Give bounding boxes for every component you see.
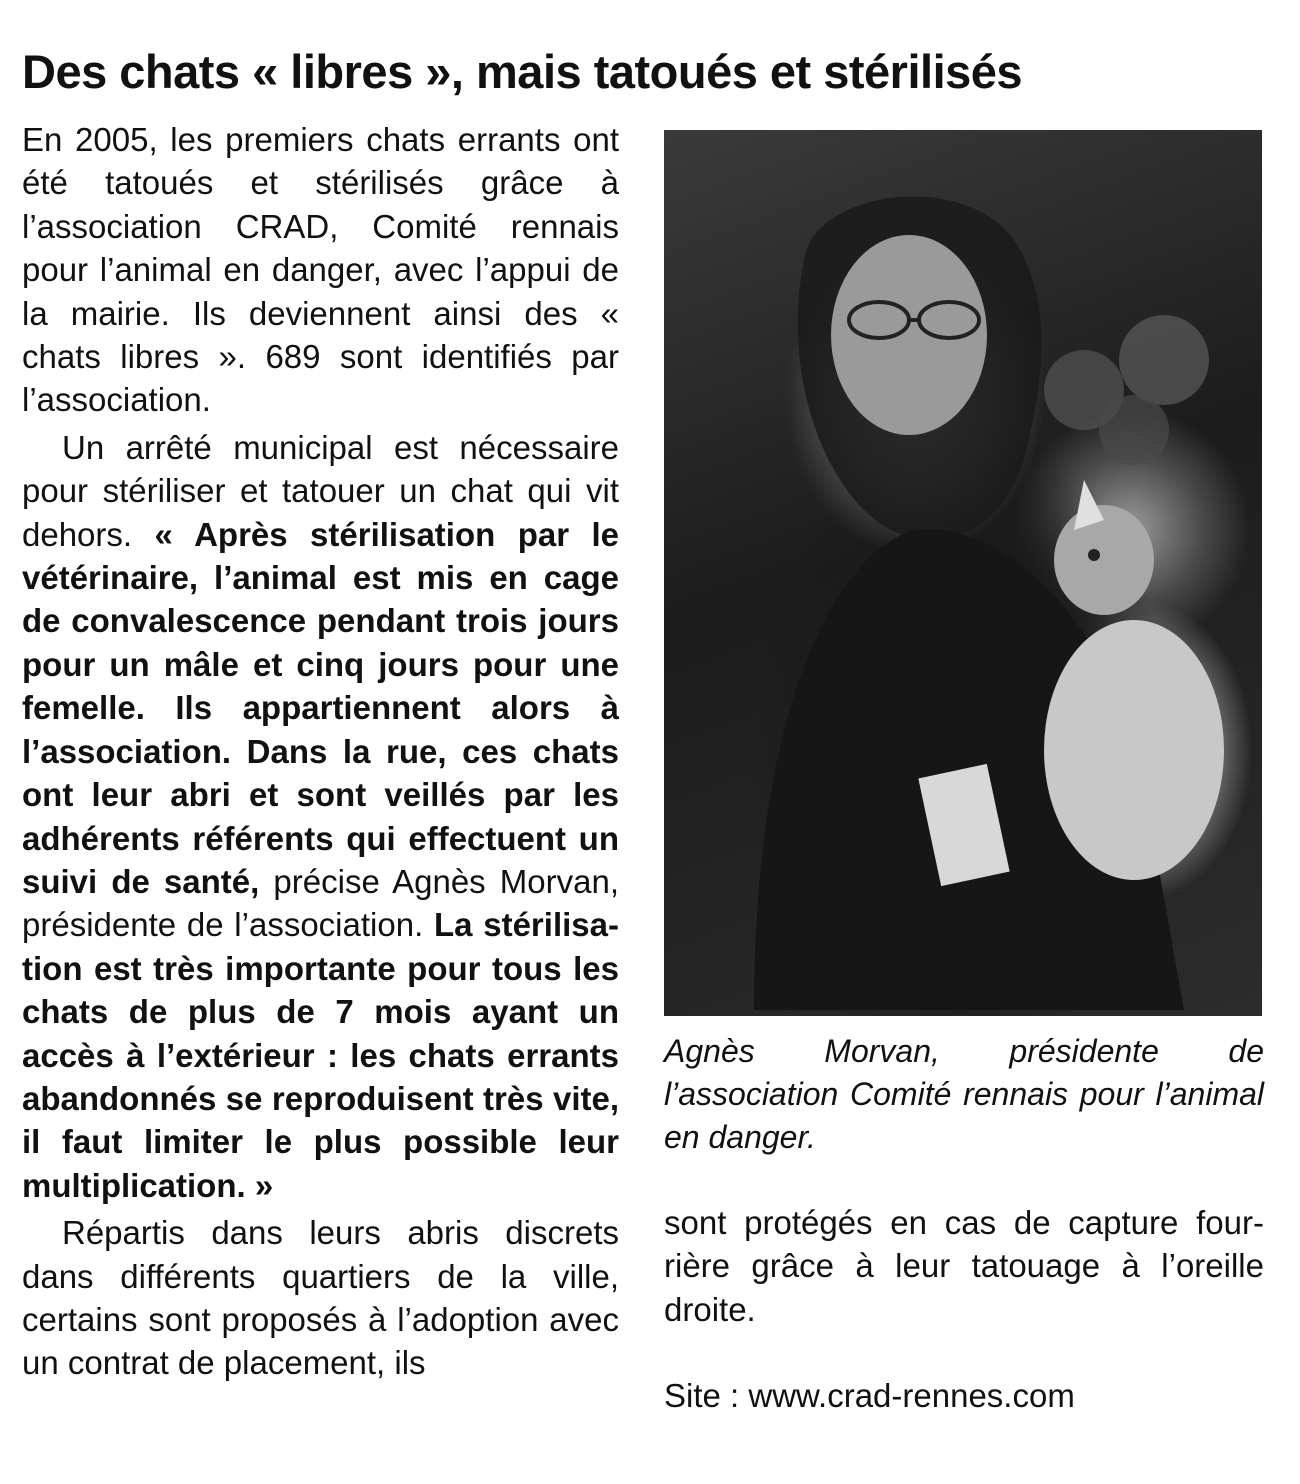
paragraph-4: sont protégés en cas de capture fourrière grâce à leur tatouage à l’oreille droite. — [664, 1204, 1264, 1328]
left-column — [22, 118, 619, 1385]
portrait-photo — [664, 130, 1262, 1016]
paragraph-2-intro: Un arrêté municipal est nécessaire pour stériliser et tatouer un chat qui vit dehors. — [22, 428, 619, 553]
website-link[interactable]: Site : www.crad-rennes.com — [664, 1377, 1075, 1414]
paragraph-2-attribution: précise Agnès Morvan, présidente de l’association. — [22, 862, 619, 944]
right-column — [664, 1201, 1264, 1331]
portrait-illustration — [664, 130, 1262, 1016]
paragraph-3: Répartis dans leurs abris discrets dans différents quartiers de la ville, certains sont proposés à l’adoption avec un contrat de placement, ils — [22, 1214, 619, 1382]
paragraph-1: En 2005, les premiers chats errants ont été tatoués et stérilisés grâce à l’association CRAD, Comité rennais pour l’animal en danger, avec l’appui de la mairie. Ils deviennent ainsi des « chats libres ». 689 sont identifiés par l’association. — [22, 121, 619, 419]
photo-caption: Agnès Morvan, présidente de l’association Comité rennais pour l’animal en danger. — [664, 1033, 1264, 1155]
quote-part-1: « Après stérilisation par le vétérinaire, l’animal est mis en cage de convalescence pendant trois jours pour un mâle et cinq jours pour une femelle. Ils appartiennent alors à l’association. Dans la rue, ces chats ont leur abri et sont veillés par les adhérents référents qui effectuent un suivi de santé, — [22, 515, 620, 900]
quote-part-2: La stérilisation est très importante pour tous les chats de plus de 7 mois ayant un accès à l’extérieur : les chats errants abandonnés se reproduisent très vite, il faut limiter le plus possible leur multiplication. » — [22, 906, 619, 1204]
paragraph-2 — [22, 426, 619, 1207]
article-headline: Des chats « libres », mais tatoués et stérilisés — [22, 45, 1023, 98]
